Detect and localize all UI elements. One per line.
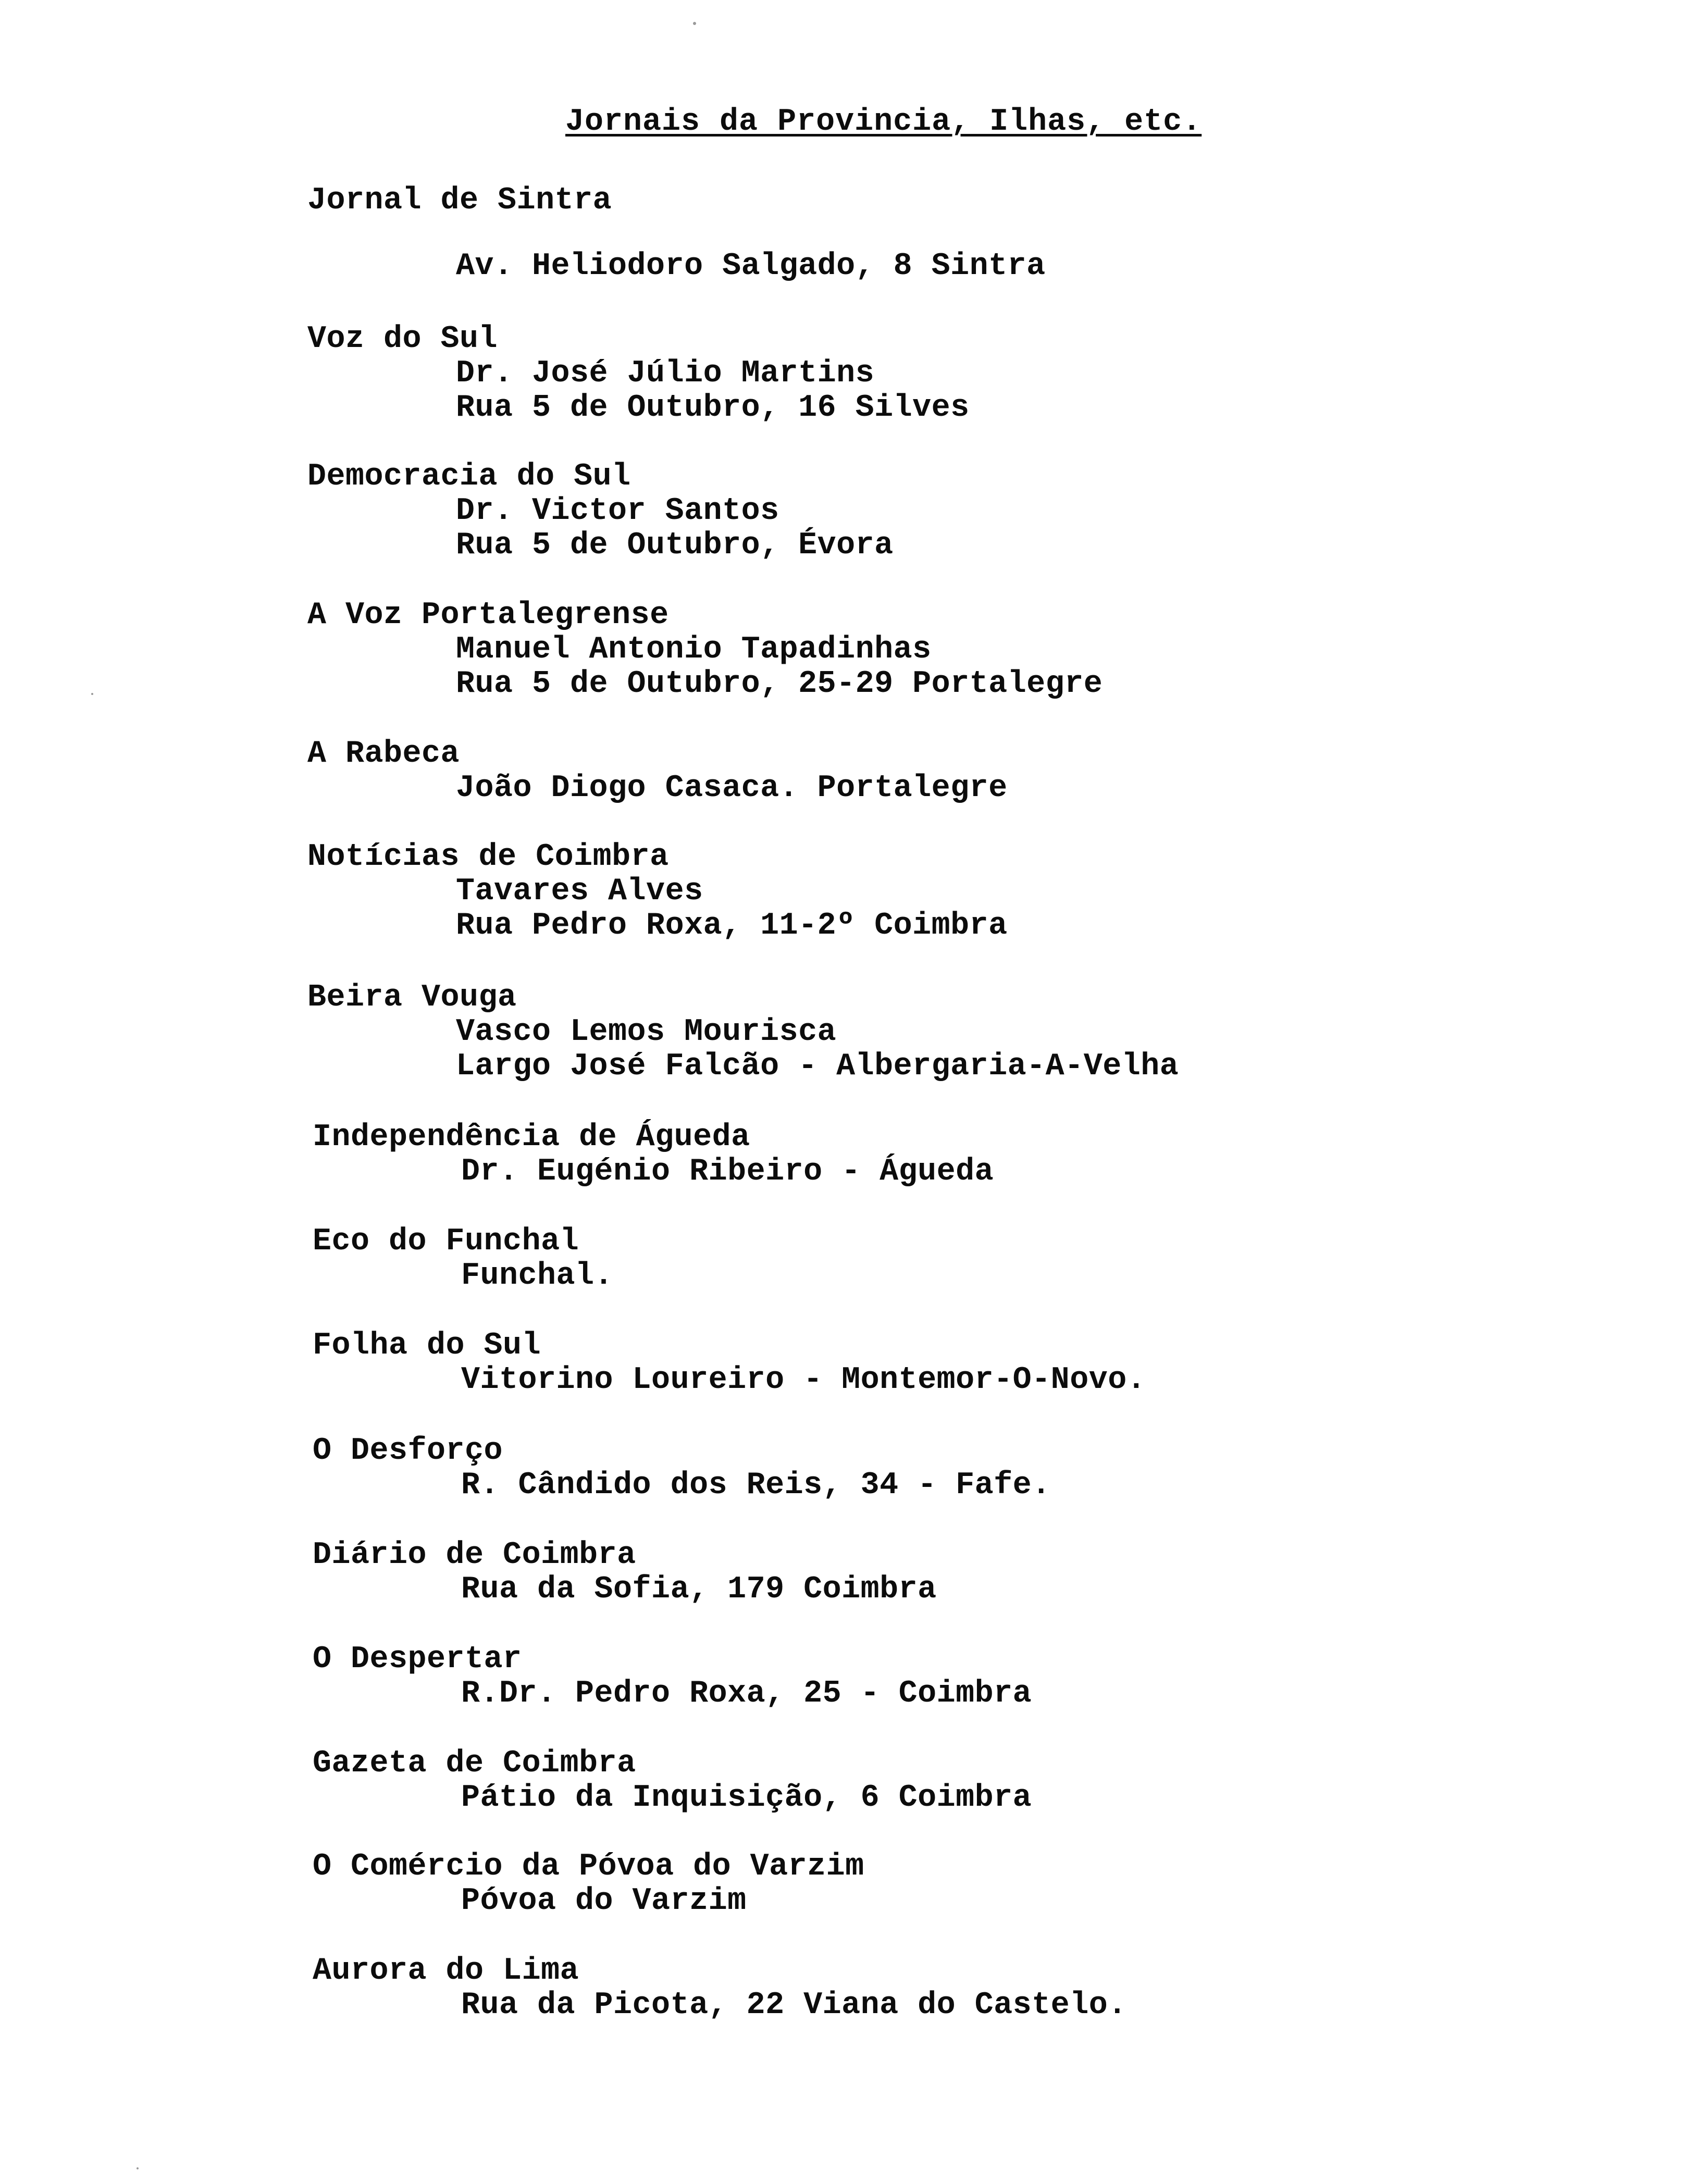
- address-line: Largo José Falcão - Albergaria-A-Velha: [456, 1049, 1179, 1084]
- document-title: Jornais da Provincia, Ilhas, etc.: [565, 104, 1202, 140]
- entry-a-rabeca: [307, 737, 1008, 805]
- entry-o-despertar: [313, 1642, 1032, 1711]
- address-line: Póvoa do Varzim: [461, 1883, 747, 1919]
- address-line: Rua da Picota, 22 Viana do Castelo.: [461, 1988, 1127, 2023]
- newspaper-name: Jornal de Sintra: [307, 183, 612, 218]
- entry-eco-do-funchal: [313, 1224, 613, 1293]
- newspaper-name: Independência de Águeda: [313, 1120, 750, 1155]
- entry-gazeta-de-coimbra: [313, 1746, 1032, 1815]
- newspaper-name: Beira Vouga: [307, 980, 517, 1015]
- newspaper-name: O Desforço: [313, 1433, 503, 1469]
- newspaper-name: Aurora do Lima: [313, 1953, 579, 1989]
- contact-line: Vitorino Loureiro - Montemor-O-Novo.: [461, 1362, 1146, 1398]
- newspaper-name: A Rabeca: [307, 736, 460, 772]
- entry-o-comercio-da-povoa-do-varzim: [313, 1850, 864, 1918]
- entry-a-voz-portalegrense: [307, 598, 1103, 701]
- entry-democracia-do-sul: [307, 460, 894, 563]
- newspaper-name: Diário de Coimbra: [313, 1537, 636, 1573]
- entry-diario-de-coimbra: [313, 1538, 937, 1607]
- newspaper-name: Voz do Sul: [307, 321, 498, 357]
- paper-speck: [693, 22, 696, 25]
- newspaper-name: Democracia do Sul: [307, 459, 631, 494]
- contact-line: Dr. Victor Santos: [456, 493, 779, 529]
- contact-line: Vasco Lemos Mourisca: [456, 1014, 837, 1050]
- newspaper-name: Folha do Sul: [313, 1328, 541, 1363]
- paper-speck: [137, 2167, 139, 2169]
- address-line: Av. Heliodoro Salgado, 8 Sintra: [456, 249, 1046, 284]
- newspaper-name: Gazeta de Coimbra: [313, 1746, 636, 1781]
- entry-voz-do-sul: [307, 322, 970, 425]
- contact-line: Dr. José Júlio Martins: [456, 356, 875, 391]
- newspaper-name: O Despertar: [313, 1642, 522, 1677]
- contact-line: João Diogo Casaca. Portalegre: [456, 771, 1008, 806]
- address-line: Rua Pedro Roxa, 11-2º Coimbra: [456, 908, 1008, 944]
- address-line: R.Dr. Pedro Roxa, 25 - Coimbra: [461, 1676, 1032, 1711]
- entry-o-desforco: [313, 1434, 1051, 1503]
- newspaper-name: Eco do Funchal: [313, 1224, 579, 1259]
- contact-line: Dr. Eugénio Ribeiro - Águeda: [461, 1154, 994, 1189]
- entry-beira-vouga: [307, 981, 1179, 1084]
- paper-speck: [91, 693, 93, 695]
- contact-line: Manuel Antonio Tapadinhas: [456, 632, 932, 667]
- entry-jornal-de-sintra: [307, 183, 1046, 283]
- address-line: Rua 5 de Outubro, 25-29 Portalegre: [456, 666, 1103, 702]
- address-line: Funchal.: [461, 1258, 614, 1294]
- newspaper-name: O Comércio da Póvoa do Varzim: [313, 1849, 864, 1884]
- entry-noticias-de-coimbra: [307, 840, 1008, 943]
- address-line: Rua 5 de Outubro, 16 Silves: [456, 390, 970, 426]
- entry-folha-do-sul: [313, 1329, 1146, 1397]
- address-line: Pátio da Inquisição, 6 Coimbra: [461, 1780, 1032, 1816]
- address-line: R. Cândido dos Reis, 34 - Fafe.: [461, 1468, 1051, 1503]
- newspaper-name: Notícias de Coimbra: [307, 839, 669, 875]
- entry-independencia-de-agueda: [313, 1120, 994, 1189]
- address-line: Rua 5 de Outubro, Évora: [456, 528, 894, 563]
- newspaper-name: A Voz Portalegrense: [307, 598, 669, 633]
- address-line: Rua da Sofia, 179 Coimbra: [461, 1572, 937, 1607]
- contact-line: Tavares Alves: [456, 874, 703, 909]
- entry-aurora-do-lima: [313, 1954, 1127, 2022]
